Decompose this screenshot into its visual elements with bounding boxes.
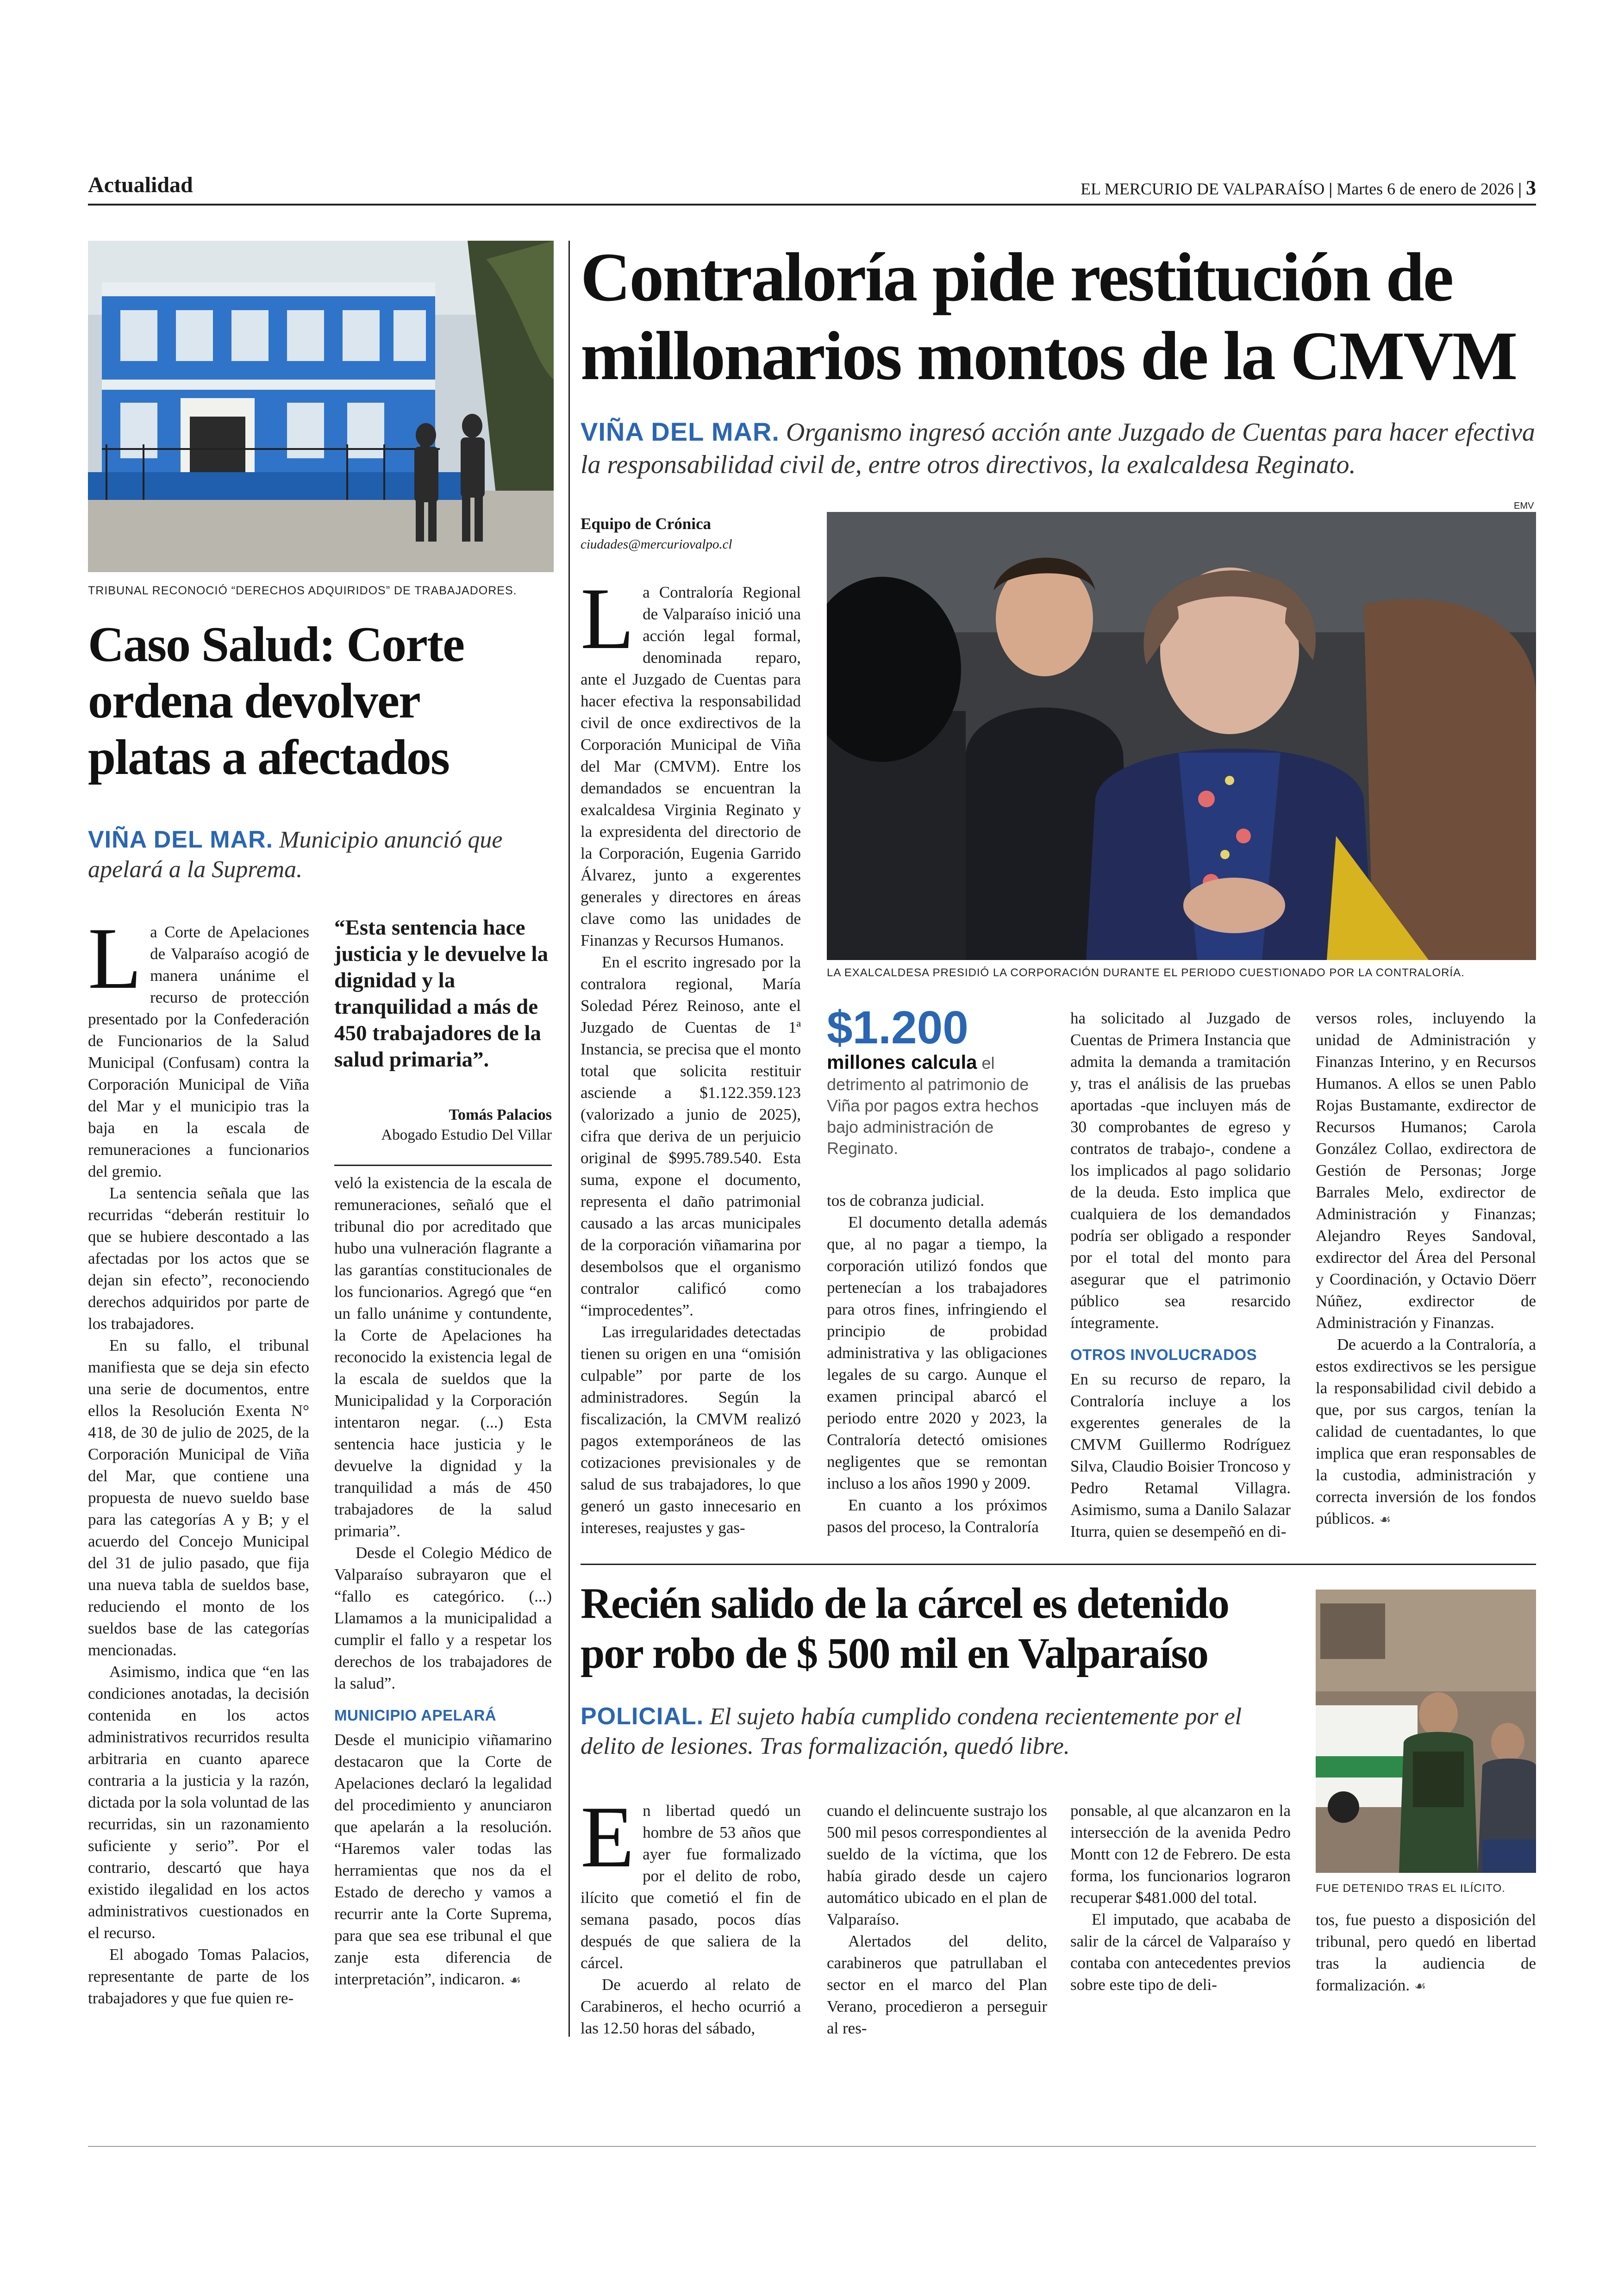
paragraph: El abogado Tomas Palacios, representante de parte de los trabajadores y que fue quien re- [88,1946,309,2007]
paragraph: tos de cobranza judicial. [827,1191,985,1210]
byline-email: ciudades@mercuriovalpo.cl [581,537,732,552]
publication-name: EL MERCURIO DE VALPARAÍSO [1081,180,1325,198]
main-kicker: VIÑA DEL MAR. [581,417,780,446]
paragraph: Desde el Colegio Médico de Valparaíso subrayaron que el “fallo es categórico. (...) Llamamos a la municipalidad a cumplir el fallo y a respetar los derechos de los trabajadores de la salud”. [334,1544,552,1692]
paragraph: En su recurso de reparo, la Contraloría incluye a los exgerentes generales de la CMVM Guillermo Rodríguez Silva, Claudio Boisier Troncoso y Pedro Retamal Villagra. Asimismo, suma a Danilo Salazar Iturra, quien se desempeñó en di- [1070,1370,1291,1540]
bottom-col-3 [1070,1800,1291,1996]
section-label: Actualidad [88,173,193,197]
bottom-headline: Recién salido de la cárcel es detenido por robo de $ 500 mil en Valparaíso [581,1579,1229,1678]
paragraph: n libertad quedó un hombre de 53 años que ayer fue formalizado por el delito de robo, ilícito que cometió el fin de semana pasado, pocos días después de que saliera de la cárcel. [581,1802,801,1972]
paragraph: Asimismo, indica que “en las condiciones anotadas, la decisión contenida en los actos administrativos recurridos resulta arbitraria en cuanto aparece contraria a la justicia y la razón, dictada por la sola voluntad de las recurridas, sin un razonamiento suficiente y serio”. Por el contrario, descartó que haya existido ilegalidad en los actos administrativos cuestionados en el recurso. [88,1663,309,1942]
main-dropcap: L [581,570,635,667]
left-subhead: MUNICIPIO APELARÁ [334,1707,497,1724]
bottom-col-2 [827,1800,1047,2039]
header-rule [88,204,1536,206]
bottom-col-4 [1316,1909,1536,1997]
bottom-lede-text: El sujeto había cumplido condena recientemente por el delito de lesiones. Tras formalización, quedó libre. [581,1703,1242,1759]
pull-quote: “Esta sentencia hace justicia y le devuelve la dignidad y la tranquilidad a más de 450 trabajadores de la salud primaria”. [334,916,549,1072]
main-col-4 [1316,1007,1536,1530]
publication-date: Martes 6 de enero de 2026 [1337,180,1514,198]
bottom-lede [581,1702,1293,1761]
paragraph: De acuerdo al relato de Carabineros, el hecho ocurrió a las 12.50 horas del sábado, [581,1976,801,2037]
header-meta: EL MERCURIO DE VALPARAÍSO | Martes 6 de enero de 2026 | 3 [1081,176,1536,199]
main-lede [581,416,1539,481]
clinic-photo [88,241,554,572]
highlight-text: el detrimento al patrimonio de Viña por pagos extra hechos bajo administración de Reginato. [827,1054,1039,1158]
paragraph: tos, fue puesto a disposición del tribunal, pero quedó en libertad tras la audiencia de formalización. ☙ [1316,1911,1536,1994]
left-headline: Caso Salud: Corte ordena devolver platas a afectados [88,617,464,785]
left-dropcap: L [88,910,142,1007]
arrest-photo-illustration [1316,1590,1536,1873]
paragraph: La sentencia señala que las recurridas “deberán restituir lo que se hubiere descontado a las afectadas por los actos que se dejan sin efecto”, reconociendo derechos adquiridos por parte de los trabajadores. [88,1184,309,1333]
paragraph: En su fallo, el tribunal manifiesta que se deja sin efecto una serie de documentos, entre ellos la Resolución Exenta N° 418, de 30 de julio de 2025, de la Corporación Municipal de Viña del Mar, que contiene una propuesta de nuevo sueldo base para las categorías A y B; y el acuerdo del Concejo Municipal del 31 de julio pasado, que fija una nueva tabla de sueldos base, reduciendo el monto de los sueldos base de las categorías mencionadas. [88,1336,309,1659]
left-lede-text: Municipio anunció que apelará a la Suprema. [88,827,503,883]
footer-rule [88,2146,1536,2147]
paragraph: Las irregularidades detectadas tienen su origen en una “omisión culpable” por parte de los administradores. Según la fiscalización, la CMVM realizó pagos extemporáneos de las cotizaciones previsionales y de salud de sus trabajadores, lo que generó un gasto innecesario en intereses, reajustes y gas- [581,1323,801,1537]
paragraph: veló la existencia de la escala de remuneraciones, señaló que el tribunal dio por acreditado que hubo una vulneración flagrante a las garantías constitucionales de los funcionarios. Agregó que “en un fallo unánime y contundente, la Corte de Apelaciones ha reconocido la existencia legal de la escala de sueldos que la Municipalidad y la Corporación intentaron negar. (...) Esta sentencia hace justicia y le devuelve la dignidad y la tranquilidad a más de 450 trabajadores de la salud primaria”. [334,1174,552,1540]
paragraph: versos roles, incluyendo la unidad de Administración y Finanzas Interino, y en Recursos Humanos. A ellos se unen Pablo Rojas Bustamante, exdirector de Recursos Humanos; Carola González Collao, exdirectora de Gestión de Personas; Jorge Barrales Melo, exdirector de Administración y Finanzas; Alejandro Reyes Sandoval, exdirector del Área del Personal y Coordinación, y Octavio Döerr Núñez, exdirector de Administración y Finanzas. [1316,1009,1536,1332]
bottom-col-1 [581,1789,801,2039]
highlight-bold: millones calcula [827,1051,977,1073]
paragraph: En cuanto a los próximos pasos del proceso, la Contraloría [827,1496,1047,1536]
paragraph: cuando el delincuente sustrajo los 500 mil pesos correspondientes al sueldo de la víctima, que los había girado desde un cajero automático ubicado en el plan de Valparaíso. [827,1802,1047,1928]
main-headline: Contraloría pide restitución de millonarios montos de la CMVM [581,239,1517,394]
arrest-photo [1316,1590,1536,1873]
quote-author: Tomás Palacios [449,1106,552,1123]
bottom-kicker: POLICIAL. [581,1703,704,1730]
reginato-photo-caption: LA EXALCALDESA PRESIDIÓ LA CORPORACIÓN DURANTE EL PERIODO CUESTIONADO POR LA CONTRALORÍA. [827,967,1465,979]
left-col-2 [334,1172,552,1991]
clinic-photo-illustration [88,241,554,572]
clinic-photo-caption: TRIBUNAL RECONOCIÓ “DERECHOS ADQUIRIDOS” DE TRABAJADORES. [88,584,517,597]
paragraph: a Corte de Apelaciones de Valparaíso acogió de manera unánime el recurso de protección presentado por la Confederación de Funcionarios de la Salud Municipal (Confusam) contra la Corporación Municipal de Viña del Mar y el municipio tras la baja en la escala de remuneraciones a funcionarios del gremio. [88,923,309,1180]
highlight-box [827,1004,1047,1159]
paragraph: De acuerdo a la Contraloría, a estos exdirectivos se les persigue la responsabilidad civil debido a que, por sus cargos, tenían la calidad de cuentadantes, lo que implica que eran responsables de la custodia, administración y correcta inversión de los fondos públicos. ☙ [1316,1335,1536,1528]
end-mark-icon: ☙ [509,1972,521,1988]
bottom-dropcap: E [581,1789,635,1886]
main-col-2 [827,1190,1047,1538]
paragraph: a Contraloría Regional de Valparaíso inició una acción legal formal, denominada reparo, ante el Juzgado de Cuentas para hacer efectiva la responsabilidad civil de once exdirectivos de la Corporación Municipal de Viña del Mar (CMVM). Entre los demandados se encuentran la exalcaldesa Virginia Reginato y la expresidenta del directorio de la Corporación, Eugenia Garrido Álvarez, junto a exgerentes generales y directores en áreas clave como las unidades de Finanzas y Recursos Humanos. [581,583,801,949]
photo-credit: EMV [1514,501,1534,511]
main-subhead: OTROS INVOLUCRADOS [1070,1346,1257,1363]
end-mark-icon: ☙ [1414,1978,1426,1994]
left-lede [88,825,551,885]
arrest-photo-caption: FUE DETENIDO TRAS EL ILÍCITO. [1316,1882,1505,1895]
main-col-3 [1070,1007,1291,1542]
left-kicker: VIÑA DEL MAR. [88,826,274,853]
left-col-1 [88,910,309,2009]
paragraph: ha solicitado al Juzgado de Cuentas de Primera Instancia que admita la demanda a tramitación y, tras el análisis de las pruebas aportadas -que incluyen más de 30 comprobantes de egreso y contratos de trabajo-, condene a los implicados al pago solidario de la deuda. Esto implica que cualquiera de los demandados podría ser obligado a responder por el total del monto para asegurar que el patrimonio público sea resarcido íntegramente. [1070,1009,1291,1332]
quote-divider [334,1165,552,1166]
paragraph: En el escrito ingresado por la contralora regional, María Soledad Pérez Reinoso, ante el Juzgado de Cuentas de 1ª Instancia, se precisa que el monto total que solicita restituir asciende a $1.122.359.123 (valorizado a junio de 2025), cifra que deriva de un perjuicio original de $995.789.540. Esta suma, expone el documento, representa el daño patrimonial causado a las arcas municipales de la corporación viñamarina por desembolsos que el organismo contralor calificó como “improcedentes”. [581,953,801,1319]
quote-author-role: Abogado Estudio Del Villar [381,1127,552,1143]
reginato-photo [827,512,1536,960]
paragraph: El documento detalla además que, al no pagar a tiempo, la corporación utilizó fondos que pertenecían a los trabajadores para otros fines, infringiendo el principio de probidad administrativa y las obligaciones legales de su cargo. Aunque el examen principal abarcó el periodo entre 2020 y 2023, la Contraloría detectó omisiones negligentes que se remontan incluso a los años 1990 y 2009. [827,1213,1047,1492]
byline: Equipo de Crónica [581,515,711,533]
paragraph: El imputado, que acababa de salir de la cárcel de Valparaíso y contaba con antecedentes previos sobre este tipo de deli- [1070,1910,1291,1994]
paragraph: Alertados del delito, carabineros que patrullaban el sector en el marco del Plan Verano, procedieron a perseguir al res- [827,1932,1047,2037]
main-col-1 [581,570,801,1539]
section-divider [581,1564,1536,1565]
main-lede-text: Organismo ingresó acción ante Juzgado de Cuentas para hacer efectiva la responsabilidad civil de, entre otros directivos, la exalcaldesa Reginato. [581,418,1535,479]
paragraph: ponsable, al que alcanzaron en la intersección de la avenida Pedro Montt con 12 de Febrero. De esta forma, los funcionarios lograron recuperar $481.000 del total. [1070,1802,1291,1907]
highlight-number: $1.200 [827,1002,968,1054]
reginato-photo-illustration [827,512,1536,960]
paragraph: Desde el municipio viñamarino destacaron que la Corte de Apelaciones declaró la legalidad del procedimiento y anunciaron que apelarán a la resolución. “Haremos valer todas las herramientas que nos da el Estado de derecho y vamos a recurrir ante la Corte Suprema, para que sea ese tribunal el que zanje esta diferencia de interpretación”, indicaron. ☙ [334,1731,552,1988]
end-mark-icon: ☙ [1379,1512,1391,1527]
page-number: 3 [1526,176,1536,199]
column-divider [568,241,570,2037]
